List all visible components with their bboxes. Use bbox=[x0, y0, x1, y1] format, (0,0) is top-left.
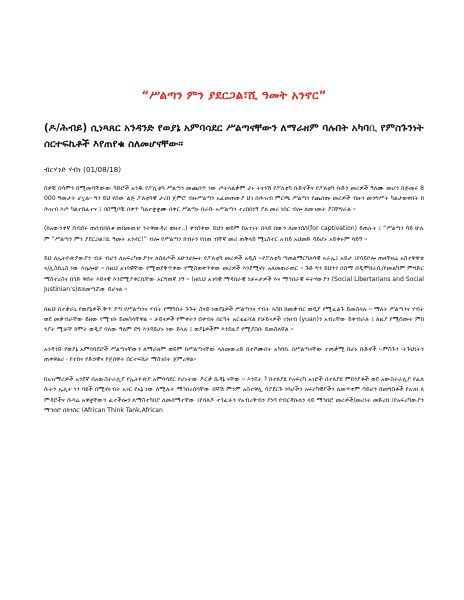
article-title: “ሥልጣን ምን ያደርጋል፣ሺ ዓመት አንኖር” bbox=[141, 88, 327, 102]
paragraph: ከአዝማሪዎች አንደኛ በአውስትራሊያ የኢትዮጵያ አምባሳደር የሆኑትው ዶርቃ ኪዳኔ ናቸው ፡፡ እንዴት ? ከተለያዩ የአፍሪካ አገሮች በተለያዩ ምክንያቶች ወደ አውስትራሊያ የፈለሱትን ኢሊት ነን ባዩች በሚኖሩብት አገር የአኔ ነው ለሚሉት ማኅበረሰባቸው ሸኛሽ ምንም አስተዋሏ ሳያደርጉ ነባሆችን አፍሪካዊያችን ለመጥቀም ሳይሆን ከመግስቶች የአገዘ ለምዳሮችና ሱባሬ አዋቋቸውን ፈተችሎን ለማስተካከያ ለመሸማተቸው ፤የሻለዶ ተጎፈቻን የአብረቅብን ያነሳ የብርዳቡለን ላይ ማኅበሮ መሪዎች/መሪነት መድረክ ፤የአፍሪካውያን ማኅበሮ በክንስር (African Think Tank,African bbox=[44, 375, 424, 414]
paragraph: (ከአውንቀኛ ሰብሰሩ ጠበብበበቱ ጠከመጠሇ ንትዋውዳሪ ወዘተ..) ቀንሰቀው ይህን ወይም ከአንገት በላይ በውን ለመንሰስ(for captivation) ይጠሉት ፤ “ሥልጣን ሳይ ሁሉም “ሥልጣን ምን ያደርጋል፣ሺ ዓመት አንኖር!” ብሎ የሥልጣን ክብሩን የበጠ ብቸኛ መሪ ጠቅላይ ሚኒስተር አብይ አህመድ ሳይሆኑ አይቀሩም ባይኝ ፡፡ bbox=[44, 225, 424, 243]
paragraph: ሰዎቹ በሳምን ከሚመሻቸውው ካድሮች አንዱ የፖሊቲካ ሥልጣን መጨበጥ ነው ጦትላልቃም ሆኑ ትናንሽ የፖለቲካ ቡድኖችና የፖለቲካ ቡድን መሪዎች ዓለሙ መሆን ከጅመሩ 8000 ዓመታት ሆኗል። ግን ይህ የሰው ልጅ ፖለቲካዊ ታሪክ ጀምሮ ብዙሥልጣን አፈመጠውያ ህገ በሕዝብ ምርጫ ሥልጣን የጨበጡ መሪዎች ብዙን መንግሥት ካልታወቀበት ከሕዝብ እጦ ካልተከፈተና ፤ በሰሚቦቹ በቀጥ ካልተቋቋሙ በቀር ሥልጣኑ በራሱ ኣሥልጣን ተረክበነኝ ያለ መሪ ነበር ብሎ ለመገመት ያስቸግራል ። bbox=[44, 185, 424, 213]
article-subtitle: (ዶ/ሕብይ) ሲነጻጸር አንዳንድ የወያኔ አምባሳደር ሥልጣናቸውን ለማራዘም ባሉበት አካባቢ የምስጉንነት ሰርተፍኬቶች እየጠየቁ ስለመሆናቸው። bbox=[44, 123, 424, 150]
paragraph: በዚህ በተቃራኒ የወያኔዎች ቅጥ ያጣ የሥልጣንና ሃብት የማካበት ጉጉት ስናይ ነወያኔዎች ሥልጣንና ሃብት እስከ ከመቃብር ወዲያ የሚፈልጉ ይመስላሉ ። ማለት ሥልጣንና ሃብት ወደ መቃብራቸው ይዘው የሚገቡ ይመስላቸዋል ። ቻይናዎች የሞቀትን ሰቀብሩ በርካት አርቴፊሻል የቻይናዎች ገንዘብ (yuan)ን አብረቸው ይቀብራሉ ፤ ለዚያ የሚሰጡት ምክንያት ሚቻቸ ከሞት ወዲያ ባለው ዓለም ደግ እንዳይሆኑ ነው ይላሉ ፤ ወያኔዎችም እንደዚያ የሚያስቡ ይመስለኛል ። bbox=[44, 305, 424, 334]
paragraph: ይህ ለኢትዮጵያውያን ብቻ ብሆን ለአፍሪካውያንና ለሰለጦች አሁንሆሎት የፖለቲካ መሪዎች አዲስ ፡-የፖለቲካ ጣጠልማርካለሳዊ ኣራኢ፤ አይታ ፤የሳይኮሎ ጠዛቸዛሬ አስተዋዋቂና/ሊስኪኒስ ነው እሌሎሁ ፡፡ በዚህ አገባዊቸው የሚወደቅጥቀው የሚስወቀጥቀው መሪዎች እንደሚኖሩ አለመጠራጠር ፡፡ ጉድ ግን ይህንን በሰማ በዲሞክራሲ/የመልካም ምግድር ማስተረስና በጎድ ዋሰት እይናዊ እንደሚያቀርቢቸው አርግጠኛ ነኝ ፡፡ (ዘቢህ አገባዊ ማዳበራዊ ነቻኣታዎች እና ማኅበራዊ ፍትሃውያን (Social Libertarians and Social Justinian’s)ይሸመጣሯው ይሆናል ። bbox=[44, 255, 424, 294]
article-byline: ብርሃንድ ሃብነ (01/08/18) bbox=[44, 165, 122, 174]
paragraph: አንዳንድ የወያኔ አምባሳደሮች ሥልጣናቸውን ለማራዘም ወይም ከሥልጣናቸው ላለመውረድ በተሾሙበት አካባቢ በሥልጣናቸው ተጠቃሚ ከሆኑ ቡድኖች ፡-ምስጉን ፡ትጉህነትን ጠቀዋልሪ ፡ የተከና የድኃዊና የጀበዋት ሰርተፍኬት ማስገበት ጀምረዋል፡፡ bbox=[44, 345, 424, 364]
